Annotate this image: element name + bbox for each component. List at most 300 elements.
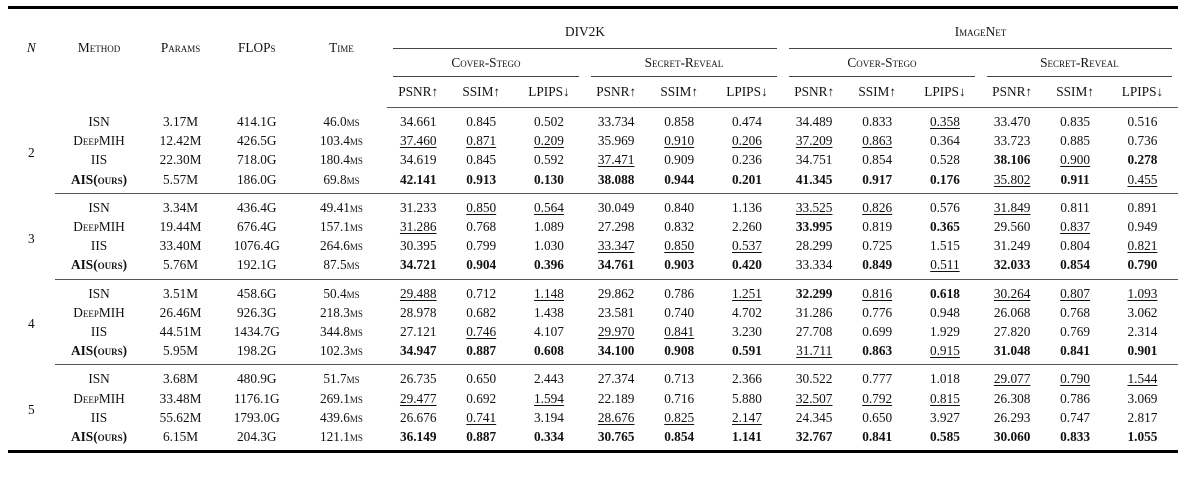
header-imagenet-cover-stego: Cover-Stego — [783, 49, 981, 77]
method-name: ISN — [88, 285, 110, 301]
metric-value: 1.030 — [534, 238, 564, 254]
metric-cell — [585, 255, 647, 279]
metric-cell — [845, 365, 909, 389]
metric-cell — [647, 236, 711, 255]
table-row — [8, 322, 1178, 341]
metric-value: 0.516 — [1127, 114, 1158, 130]
metric-value: 37.471 — [597, 152, 635, 168]
metric-cell — [1043, 217, 1107, 236]
metric-cell — [981, 255, 1043, 279]
metric-value: 0.811 — [1060, 199, 1090, 215]
header-metric: SSIM↑ — [449, 77, 513, 108]
metric-cell — [783, 131, 845, 150]
metric-cell — [449, 150, 513, 169]
metric-cell — [981, 365, 1043, 389]
metric-cell — [647, 388, 711, 407]
table-row — [8, 279, 1178, 303]
header-flops — [218, 8, 296, 108]
metric-value: 0.910 — [664, 133, 695, 149]
metric-cell — [845, 388, 909, 407]
metric-value: 1.515 — [929, 238, 960, 254]
metric-cell — [513, 217, 585, 236]
metric-cell — [1043, 150, 1107, 169]
metric-value: 0.850 — [664, 238, 695, 254]
metric-cell — [845, 131, 909, 150]
metric-cell — [585, 108, 647, 132]
header-div2k-cover-stego: Cover-Stego — [387, 49, 585, 77]
table-row — [8, 427, 1178, 452]
metric-cell — [711, 131, 783, 150]
metric-value: 26.676 — [399, 409, 437, 425]
metric-value: 34.751 — [795, 152, 833, 168]
metric-cell — [783, 388, 845, 407]
metric-cell — [585, 193, 647, 217]
metric-value: 0.712 — [466, 285, 497, 301]
metric-value: 0.825 — [664, 409, 695, 425]
metric-value: 28.299 — [795, 238, 833, 254]
metric-cell — [981, 236, 1043, 255]
flops-value: 926.3G — [237, 304, 277, 320]
metric-value: 0.786 — [1060, 390, 1091, 406]
metric-value: 1.594 — [534, 390, 564, 406]
group-n-value: 4 — [27, 316, 35, 332]
metric-value: 0.474 — [731, 114, 762, 130]
metric-value: 0.799 — [466, 238, 497, 254]
table-row — [8, 236, 1178, 255]
metric-value: 27.820 — [993, 323, 1031, 339]
metric-cell — [647, 108, 711, 132]
method-name: DeepMIH — [73, 219, 125, 235]
params-value: 3.34M — [163, 199, 199, 215]
time-value: 102.3ms — [296, 341, 387, 365]
metric-cell — [783, 341, 845, 365]
metric-cell — [909, 255, 981, 279]
metric-value: 0.944 — [664, 171, 695, 187]
metric-cell — [387, 341, 449, 365]
metric-value: 26.308 — [993, 390, 1031, 406]
metric-cell — [1043, 388, 1107, 407]
metric-value: 0.591 — [731, 343, 762, 359]
metric-cell — [647, 193, 711, 217]
metric-value: 0.790 — [1127, 257, 1158, 273]
metric-value: 0.885 — [1060, 133, 1091, 149]
metric-cell — [1107, 131, 1178, 150]
method-name: DeepMIH — [73, 390, 125, 406]
metric-value: 30.060 — [993, 428, 1031, 444]
metric-value: 26.068 — [993, 304, 1031, 320]
metric-cell — [449, 322, 513, 341]
header-metric: LPIPS↓ — [513, 77, 585, 108]
metric-value: 0.236 — [731, 152, 762, 168]
metric-value: 0.528 — [929, 152, 960, 168]
metric-cell — [909, 193, 981, 217]
metric-value: 35.802 — [993, 171, 1031, 187]
metric-value: 0.176 — [929, 171, 960, 187]
flops-value: 1434.7G — [233, 323, 280, 339]
params-value: 22.30M — [159, 152, 202, 168]
metric-value: 31.048 — [993, 343, 1031, 359]
flops-value: 192.1G — [218, 255, 296, 279]
metric-value: 0.841 — [664, 323, 695, 339]
metric-value: 30.522 — [795, 371, 833, 387]
time-value: 218.3ms — [320, 304, 363, 320]
method-name: IIS — [90, 323, 108, 339]
metric-value: 0.396 — [534, 257, 564, 273]
table-row — [8, 388, 1178, 407]
metric-cell — [1043, 108, 1107, 132]
table-row — [8, 150, 1178, 169]
metric-cell — [387, 279, 449, 303]
metric-cell — [711, 388, 783, 407]
metric-value: 0.821 — [1127, 238, 1158, 254]
metric-value: 0.841 — [862, 428, 893, 444]
flops-value: 436.4G — [237, 199, 277, 215]
metric-cell — [783, 322, 845, 341]
metric-cell — [647, 255, 711, 279]
metric-cell — [449, 236, 513, 255]
metric-value: 32.299 — [795, 285, 833, 301]
method-name: DeepMIH — [73, 133, 125, 149]
metric-value: 27.374 — [597, 371, 635, 387]
metric-cell — [981, 279, 1043, 303]
metric-value: 27.708 — [795, 323, 833, 339]
table-row — [8, 408, 1178, 427]
metric-value: 27.121 — [399, 323, 437, 339]
metric-value: 1.544 — [1127, 371, 1158, 387]
metric-cell — [981, 341, 1043, 365]
metric-value: 0.948 — [929, 304, 960, 320]
metric-cell — [513, 341, 585, 365]
metric-cell — [387, 131, 449, 150]
metric-cell — [647, 131, 711, 150]
flops-value: 1793.0G — [233, 409, 280, 425]
metric-value: 2.443 — [534, 371, 564, 387]
metric-cell — [909, 322, 981, 341]
header-method: Method — [77, 40, 121, 56]
metric-value: 0.278 — [1127, 152, 1158, 168]
metric-value: 0.650 — [862, 409, 893, 425]
metric-cell — [647, 427, 711, 452]
time-value: 180.4ms — [320, 152, 363, 168]
flops-value: 186.0G — [218, 170, 296, 194]
metric-cell — [845, 255, 909, 279]
method-name: AIS(ours) — [55, 341, 144, 365]
metric-value: 33.347 — [597, 238, 635, 254]
metric-value: 29.477 — [399, 390, 437, 406]
metric-cell — [845, 108, 909, 132]
metric-cell — [647, 150, 711, 169]
metric-value: 0.816 — [862, 285, 893, 301]
metric-value: 0.618 — [929, 285, 960, 301]
table-body — [8, 108, 1178, 452]
metric-cell — [513, 150, 585, 169]
metric-cell — [1107, 427, 1178, 452]
metric-cell — [783, 193, 845, 217]
metric-value: 0.746 — [466, 323, 497, 339]
header-dataset-imagenet: ImageNet — [783, 8, 1178, 50]
metric-value: 31.286 — [399, 219, 437, 235]
metric-value: 0.564 — [534, 199, 564, 215]
metric-cell — [513, 131, 585, 150]
metric-value: 1.055 — [1127, 428, 1158, 444]
metric-value: 0.845 — [466, 114, 497, 130]
header-div2k-secret-reveal: Secret-Reveal — [585, 49, 783, 77]
metric-value: 34.947 — [399, 343, 437, 359]
metric-cell — [513, 255, 585, 279]
metric-value: 0.585 — [929, 428, 960, 444]
metric-cell — [711, 303, 783, 322]
table-row — [8, 170, 1178, 194]
metric-value: 3.069 — [1127, 390, 1158, 406]
metric-cell — [711, 255, 783, 279]
metric-value: 0.364 — [929, 133, 960, 149]
metric-value: 0.713 — [664, 371, 695, 387]
header-metric: SSIM↑ — [1043, 77, 1107, 108]
metric-cell — [845, 408, 909, 427]
metric-cell — [981, 193, 1043, 217]
metric-value: 0.909 — [664, 152, 695, 168]
metric-value: 34.619 — [399, 152, 437, 168]
params-value: 3.51M — [163, 285, 199, 301]
method-name: IIS — [90, 238, 108, 254]
table-row — [8, 131, 1178, 150]
metric-cell — [647, 217, 711, 236]
time-value: 439.6ms — [320, 409, 363, 425]
time-value: 121.1ms — [320, 428, 363, 444]
metric-cell — [1043, 279, 1107, 303]
metric-value: 0.832 — [664, 219, 695, 235]
metric-value: 0.692 — [466, 390, 497, 406]
metric-cell — [449, 193, 513, 217]
metric-value: 28.676 — [597, 409, 635, 425]
metric-value: 0.725 — [862, 238, 893, 254]
metric-cell — [1107, 255, 1178, 279]
metric-value: 32.767 — [795, 428, 833, 444]
metric-cell — [585, 341, 647, 365]
metric-value: 33.723 — [993, 133, 1031, 149]
table-row — [8, 255, 1178, 279]
table-row — [8, 365, 1178, 389]
metric-cell — [513, 108, 585, 132]
metric-value: 41.345 — [795, 171, 833, 187]
metric-cell — [1043, 131, 1107, 150]
metric-cell — [387, 150, 449, 169]
params-value: 44.51M — [159, 323, 202, 339]
metric-value: 32.033 — [993, 257, 1031, 273]
metric-value: 33.470 — [993, 114, 1031, 130]
metric-value: 0.206 — [731, 133, 762, 149]
metric-cell — [1107, 279, 1178, 303]
metric-value: 33.734 — [597, 114, 635, 130]
metric-cell — [513, 236, 585, 255]
metric-value: 0.858 — [664, 114, 695, 130]
metric-value: 29.488 — [399, 285, 437, 301]
metric-value: 37.460 — [399, 133, 437, 149]
metric-value: 2.147 — [731, 409, 762, 425]
metric-value: 0.904 — [466, 257, 497, 273]
metric-cell — [711, 365, 783, 389]
metric-value: 0.887 — [466, 343, 497, 359]
metric-value: 0.608 — [534, 343, 564, 359]
metric-value: 24.345 — [795, 409, 833, 425]
metric-cell — [909, 341, 981, 365]
metric-value: 36.149 — [399, 428, 437, 444]
metric-cell — [647, 341, 711, 365]
metric-value: 1.089 — [534, 219, 564, 235]
metric-cell — [585, 365, 647, 389]
metric-cell — [845, 427, 909, 452]
metric-cell — [449, 170, 513, 194]
flops-value: 414.1G — [237, 113, 277, 129]
header-params: Params — [160, 40, 201, 56]
metric-value: 0.850 — [466, 199, 497, 215]
params-value: 33.40M — [159, 238, 202, 254]
metric-cell — [387, 170, 449, 194]
metric-value: 0.716 — [664, 390, 695, 406]
table-row — [8, 108, 1178, 132]
metric-cell — [387, 408, 449, 427]
header-metric: LPIPS↓ — [1107, 77, 1178, 108]
metric-value: 0.915 — [929, 343, 960, 359]
metric-cell — [387, 236, 449, 255]
metric-cell — [449, 388, 513, 407]
metric-cell — [585, 408, 647, 427]
metric-value: 1.251 — [731, 285, 762, 301]
metric-cell — [1043, 193, 1107, 217]
metric-value: 0.900 — [1060, 152, 1091, 168]
header-imagenet-secret-reveal: Secret-Reveal — [981, 49, 1178, 77]
metric-cell — [783, 303, 845, 322]
params-value: 3.17M — [163, 113, 199, 129]
metric-cell — [513, 388, 585, 407]
metric-value: 0.358 — [929, 114, 960, 130]
metric-cell — [449, 131, 513, 150]
metric-cell — [1043, 255, 1107, 279]
metric-value: 0.911 — [1060, 171, 1090, 187]
metric-cell — [845, 322, 909, 341]
results-table-container — [8, 6, 1178, 453]
metric-value: 1.141 — [731, 428, 762, 444]
metric-value: 29.970 — [597, 323, 635, 339]
metric-cell — [783, 236, 845, 255]
method-name: IIS — [90, 152, 108, 168]
method-name: ISN — [88, 199, 110, 215]
flops-value: 426.5G — [237, 133, 277, 149]
metric-value: 0.807 — [1060, 285, 1091, 301]
metric-cell — [909, 427, 981, 452]
metric-value: 37.209 — [795, 133, 833, 149]
flops-value: 676.4G — [237, 219, 277, 235]
metric-cell — [585, 170, 647, 194]
metric-value: 0.840 — [664, 199, 695, 215]
metric-cell — [909, 150, 981, 169]
metric-value: 34.661 — [399, 114, 437, 130]
metric-cell — [387, 193, 449, 217]
metric-value: 3.062 — [1127, 304, 1158, 320]
metric-cell — [909, 408, 981, 427]
metric-value: 0.537 — [731, 238, 762, 254]
metric-value: 31.249 — [993, 238, 1031, 254]
params-value: 6.15M — [163, 428, 199, 444]
metric-value: 0.903 — [664, 257, 695, 273]
metric-value: 0.592 — [534, 152, 564, 168]
metric-cell — [909, 217, 981, 236]
metric-cell — [909, 108, 981, 132]
metric-value: 2.817 — [1127, 409, 1158, 425]
metric-cell — [909, 236, 981, 255]
metric-cell — [1107, 322, 1178, 341]
method-name: AIS(ours) — [55, 170, 144, 194]
metric-value: 0.891 — [1127, 199, 1158, 215]
metric-value: 0.747 — [1060, 409, 1091, 425]
metric-cell — [981, 388, 1043, 407]
group-n-value: 2 — [27, 144, 35, 160]
metric-cell — [387, 303, 449, 322]
metric-cell — [1043, 322, 1107, 341]
method-name: ISN — [88, 113, 110, 129]
metric-cell — [585, 388, 647, 407]
metric-cell — [711, 217, 783, 236]
metric-value: 26.293 — [993, 409, 1031, 425]
metric-cell — [1107, 217, 1178, 236]
metric-cell — [513, 193, 585, 217]
metric-value: 0.835 — [1060, 114, 1091, 130]
metric-value: 0.201 — [731, 171, 762, 187]
metric-cell — [711, 279, 783, 303]
metric-value: 0.777 — [862, 371, 893, 387]
header-time: Time — [329, 40, 354, 56]
metric-cell — [1043, 408, 1107, 427]
time-value: 87.5ms — [296, 255, 387, 279]
metric-value: 4.107 — [534, 323, 564, 339]
metric-cell — [1043, 365, 1107, 389]
metric-value: 34.761 — [597, 257, 635, 273]
header-metric: SSIM↑ — [845, 77, 909, 108]
metric-cell — [909, 279, 981, 303]
metric-cell — [647, 303, 711, 322]
metric-cell — [449, 217, 513, 236]
metric-value: 0.511 — [930, 257, 960, 273]
metric-value: 0.845 — [466, 152, 497, 168]
metric-value: 0.768 — [466, 219, 497, 235]
metric-cell — [1043, 427, 1107, 452]
metric-cell — [1107, 303, 1178, 322]
metric-value: 0.650 — [466, 371, 497, 387]
metric-cell — [1107, 150, 1178, 169]
metric-cell — [783, 365, 845, 389]
metric-cell — [711, 193, 783, 217]
metric-cell — [449, 408, 513, 427]
metric-value: 30.049 — [597, 199, 635, 215]
flops-value: 1176.1G — [233, 390, 280, 406]
metric-cell — [783, 217, 845, 236]
time-value: 69.8ms — [296, 170, 387, 194]
metric-value: 3.194 — [534, 409, 564, 425]
metric-cell — [1107, 193, 1178, 217]
metric-value: 29.862 — [597, 285, 635, 301]
metric-cell — [387, 217, 449, 236]
metric-cell — [981, 108, 1043, 132]
metric-cell — [783, 408, 845, 427]
metric-value: 1.929 — [929, 323, 960, 339]
metric-value: 29.560 — [993, 219, 1031, 235]
metric-value: 0.786 — [664, 285, 695, 301]
metric-cell — [449, 427, 513, 452]
metric-value: 0.854 — [862, 152, 893, 168]
flops-value: 718.0G — [237, 152, 277, 168]
metric-cell — [909, 131, 981, 150]
header-metric: PSNR↑ — [387, 77, 449, 108]
